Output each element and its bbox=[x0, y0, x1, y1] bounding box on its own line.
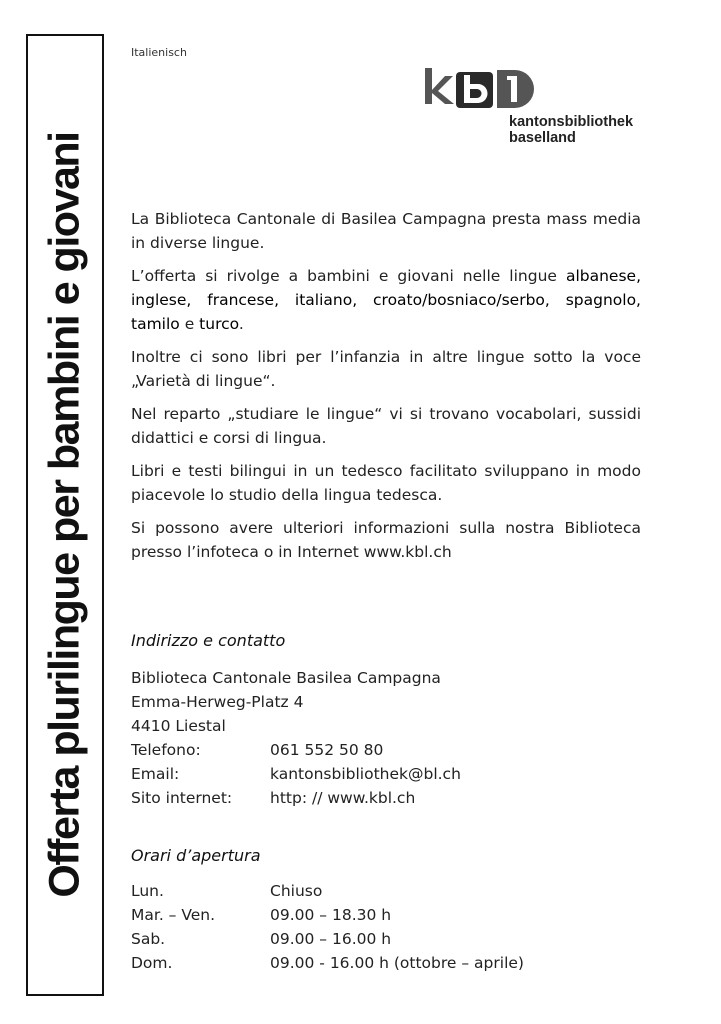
contact-name: Biblioteca Cantonale Basilea Campagna bbox=[131, 669, 441, 687]
intro-paragraph-3: Inoltre ci sono libri per l’infanzia in altre lingue sotto la voce „Varietà di lingue“. bbox=[131, 348, 641, 390]
intro-paragraph-6: Si possono avere ulteriori informazioni sulla nostra Biblioteca presso l’infoteca o in Internet www.kbl.ch bbox=[131, 519, 641, 561]
hours-time: 09.00 – 18.30 h bbox=[270, 906, 392, 924]
language-tag: Italienisch bbox=[131, 46, 187, 59]
p2-end: . bbox=[238, 315, 244, 333]
hours-heading: Orari d’apertura bbox=[131, 846, 261, 865]
intro-paragraph-2 bbox=[131, 264, 641, 336]
phone-label: Telefono: bbox=[131, 741, 201, 759]
phone-value: 061 552 50 80 bbox=[270, 741, 384, 759]
intro-paragraph-5: Libri e testi bilingui in un tedesco facilitato sviluppano in modo piacevole lo studio della lingua tedesca. bbox=[131, 462, 641, 504]
hours-time: 09.00 – 16.00 h bbox=[270, 930, 392, 948]
language-list-1: albanese, inglese, francese, italiano, croato/bosniaco/serbo, spagnolo, tamilo bbox=[131, 267, 641, 333]
contact-email-row bbox=[131, 762, 461, 786]
sidebar-title-box bbox=[26, 34, 104, 996]
p2-and: e bbox=[179, 315, 200, 333]
hours-day: Sab. bbox=[131, 930, 166, 948]
contact-web-row bbox=[131, 786, 461, 810]
hours-day: Mar. – Ven. bbox=[131, 906, 216, 924]
hours-day: Dom. bbox=[131, 954, 173, 972]
language-list-2: turco bbox=[199, 315, 239, 333]
intro-paragraph-1: La Biblioteca Cantonale di Basilea Campagna presta mass media in diverse lingue. bbox=[131, 210, 641, 252]
contact-street: Emma-Herweg-Platz 4 bbox=[131, 693, 304, 711]
intro-text bbox=[131, 207, 641, 573]
hours-time: Chiuso bbox=[270, 882, 323, 900]
logo-line-1: kantonsbibliothek bbox=[509, 114, 634, 130]
contact-city: 4410 Liestal bbox=[131, 717, 226, 735]
hours-day: Lun. bbox=[131, 882, 164, 900]
web-label: Sito internet: bbox=[131, 789, 233, 807]
kbl-logo-mark bbox=[425, 60, 545, 112]
logo-line-2: baselland bbox=[509, 130, 576, 146]
hours-row bbox=[131, 903, 524, 927]
contact-phone-row bbox=[131, 738, 461, 762]
email-label: Email: bbox=[131, 765, 180, 783]
hours-row bbox=[131, 951, 524, 975]
contact-block bbox=[131, 666, 461, 810]
hours-row bbox=[131, 927, 524, 951]
sidebar-title: Offerta plurilingue per bambini e giovani bbox=[40, 132, 89, 898]
logo-wordmark bbox=[509, 114, 633, 146]
library-logo bbox=[425, 60, 655, 150]
hours-row bbox=[131, 879, 524, 903]
hours-time: 09.00 - 16.00 h (ottobre – aprile) bbox=[270, 954, 524, 972]
web-value: http: // www.kbl.ch bbox=[270, 789, 416, 807]
intro-paragraph-4: Nel reparto „studiare le lingue“ vi si trovano vocabolari, sussidi didattici e corsi di lingua. bbox=[131, 405, 641, 447]
email-value: kantonsbibliothek@bl.ch bbox=[270, 765, 461, 783]
hours-table bbox=[131, 879, 524, 975]
p2-start: L’offerta si rivolge a bambini e giovani nelle lingue bbox=[131, 267, 566, 285]
contact-heading: Indirizzo e contatto bbox=[131, 631, 286, 650]
